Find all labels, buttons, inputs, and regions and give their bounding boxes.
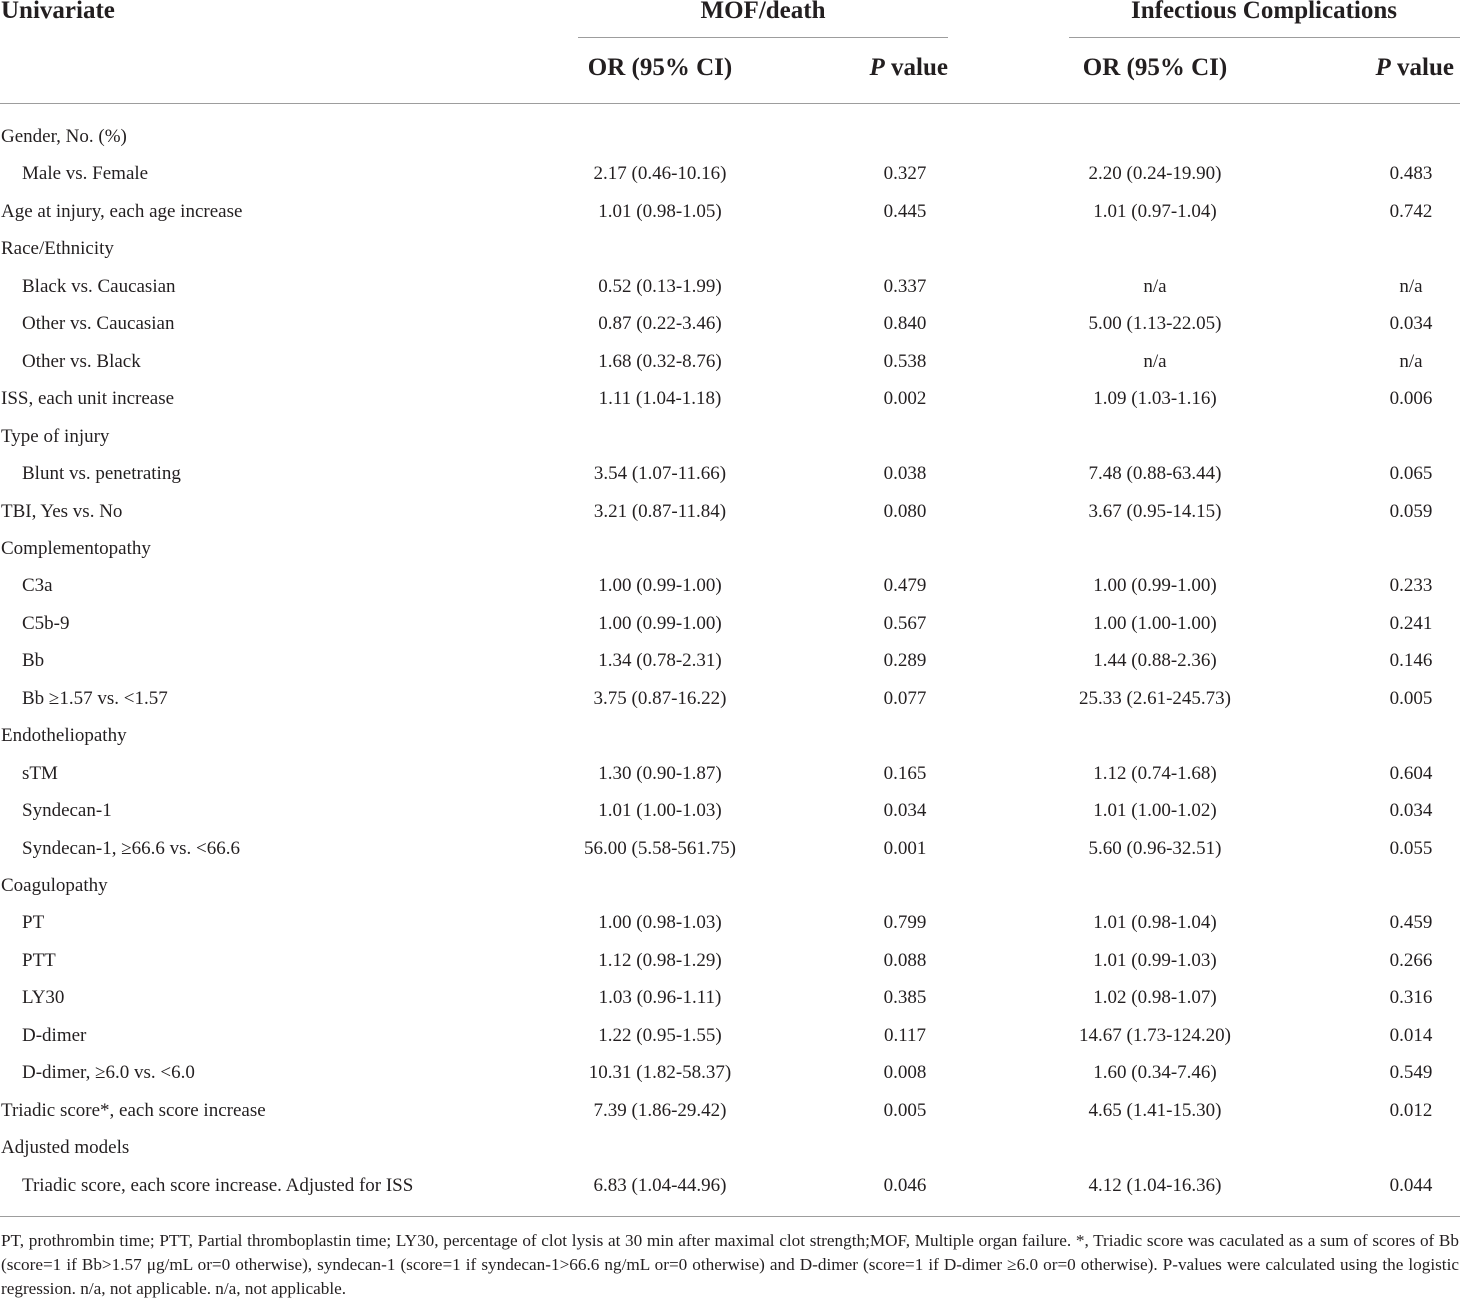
table-row (0, 605, 1460, 642)
infectious-complications-heading: Infectious Complications (1131, 0, 1397, 24)
mof-p-cell: 0.567 (883, 612, 927, 634)
table-row (0, 904, 1460, 941)
infectious-or-cell: 1.02 (0.98-1.07) (1093, 987, 1217, 1009)
row-label: Bb ≥1.57 vs. <1.57 (22, 687, 168, 709)
mof-or-cell: 6.83 (1.04-44.96) (593, 1174, 727, 1196)
mof-or-cell: 3.75 (0.87-16.22) (593, 687, 727, 709)
row-label: C3a (22, 575, 53, 597)
mof-or-cell: 56.00 (5.58-561.75) (584, 837, 736, 859)
table-row (0, 455, 1460, 492)
mof-p-cell: 0.117 (883, 1024, 927, 1046)
mof-or-cell: 1.11 (1.04-1.18) (598, 388, 722, 410)
infectious-p-cell: 0.233 (1389, 575, 1433, 597)
mof-p-cell: 0.005 (883, 1099, 927, 1121)
row-label: Black vs. Caucasian (22, 275, 176, 297)
row-label: Triadic score, each score increase. Adjusted for ISS (22, 1174, 414, 1196)
infectious-p-cell: 0.065 (1389, 463, 1433, 485)
table-row (0, 1054, 1460, 1091)
mof-or-heading: OR (95% CI) (587, 54, 733, 81)
table-footnote: PT, prothrombin time; PTT, Partial thromboplastin time; LY30, percentage of clot lysis at 30 min after maximal clot strength;MOF, Multiple organ failure. *, Triadic score was caculated as a sum of scores of Bb (score=1 if Bb>1.57 μg/mL or=0 otherwise), syndecan-1 (score=1 if syndecan-1>66.6 ng/mL or=0 otherwise) and D-dimer (score=1 if D-dimer ≥6.0 or=0 otherwise). P-values were calculated using the logistic regression. n/a, not applicable. n/a, not applicable. (1, 1231, 1459, 1298)
infectious-or-cell: 1.00 (0.99-1.00) (1093, 575, 1217, 597)
infectious-or-cell: 4.12 (1.04-16.36) (1088, 1174, 1222, 1196)
infectious-p-cell: 0.059 (1389, 500, 1433, 522)
infectious-or-cell: 1.01 (0.99-1.03) (1093, 949, 1217, 971)
row-label: Endotheliopathy (1, 725, 127, 747)
table-row (0, 1017, 1460, 1054)
mof-p-cell: 0.289 (883, 650, 927, 672)
mof-p-cell: 0.337 (883, 275, 927, 297)
infectious-or-cell: 25.33 (2.61-245.73) (1079, 687, 1231, 709)
table-row (0, 567, 1460, 604)
mof-p-cell: 0.538 (883, 350, 927, 372)
mof-or-cell: 1.01 (0.98-1.05) (598, 200, 722, 222)
table-row (0, 830, 1460, 867)
table-row (0, 380, 1460, 417)
infectious-or-cell: 5.60 (0.96-32.51) (1088, 837, 1222, 859)
infectious-p-cell: 0.034 (1389, 800, 1433, 822)
infectious-p-cell: 0.549 (1389, 1062, 1433, 1084)
mof-or-cell: 1.34 (0.78-2.31) (598, 650, 722, 672)
table-row (0, 867, 1460, 904)
infectious-or-cell: 1.01 (0.98-1.04) (1093, 912, 1217, 934)
table-row (0, 979, 1460, 1016)
row-label: Syndecan-1, ≥66.6 vs. <66.6 (22, 837, 240, 859)
mof-or-cell: 7.39 (1.86-29.42) (593, 1099, 727, 1121)
mof-or-cell: 1.03 (0.96-1.11) (598, 987, 722, 1009)
mof-p-cell: 0.077 (883, 687, 927, 709)
infectious-p-cell: 0.266 (1389, 949, 1433, 971)
row-label: Blunt vs. penetrating (22, 463, 181, 485)
infectious-or-cell: 2.20 (0.24-19.90) (1088, 163, 1222, 185)
mof-or-cell: 1.00 (0.99-1.00) (598, 612, 722, 634)
mof-p-cell: 0.088 (883, 949, 927, 971)
infectious-or-cell: 5.00 (1.13-22.05) (1088, 313, 1222, 335)
infectious-p-cell: n/a (1399, 275, 1423, 297)
row-label: Adjusted models (1, 1137, 130, 1159)
row-label: Other vs. Caucasian (22, 313, 175, 335)
infectious-or-cell: 1.12 (0.74-1.68) (1093, 762, 1217, 784)
mof-p-cell: 0.080 (883, 500, 927, 522)
table-row (0, 942, 1460, 979)
table-row (0, 755, 1460, 792)
mof-or-cell: 0.87 (0.22-3.46) (598, 313, 722, 335)
table-row (0, 1092, 1460, 1129)
table-row (0, 268, 1460, 305)
row-label: PTT (22, 949, 56, 971)
infectious-p-cell: n/a (1399, 350, 1423, 372)
infectious-or-cell: 1.09 (1.03-1.16) (1093, 388, 1217, 410)
row-label: D-dimer, ≥6.0 vs. <6.0 (22, 1062, 195, 1084)
mof-p-cell: 0.034 (883, 800, 927, 822)
infectious-or-cell: 1.01 (1.00-1.02) (1093, 800, 1217, 822)
infectious-p-cell: 0.044 (1389, 1174, 1433, 1196)
infectious-group-rule (1069, 37, 1460, 38)
mof-or-cell: 10.31 (1.82-58.37) (588, 1062, 732, 1084)
table-row (0, 1129, 1460, 1166)
row-label: Other vs. Black (22, 350, 141, 372)
table-row (0, 680, 1460, 717)
table-row (0, 717, 1460, 754)
table-row (0, 193, 1460, 230)
infectious-or-cell: n/a (1143, 275, 1167, 297)
infectious-p-cell: 0.014 (1389, 1024, 1433, 1046)
infectious-p-cell: 0.459 (1389, 912, 1433, 934)
mof-or-cell: 2.17 (0.46-10.16) (593, 163, 727, 185)
row-label: sTM (22, 762, 58, 784)
infectious-p-cell: 0.146 (1389, 650, 1433, 672)
mof-or-cell: 1.01 (1.00-1.03) (598, 800, 722, 822)
row-label: D-dimer (22, 1024, 87, 1046)
infectious-p-cell: 0.055 (1389, 837, 1433, 859)
mof-or-cell: 1.00 (0.98-1.03) (598, 912, 722, 934)
mof-or-cell: 1.12 (0.98-1.29) (598, 949, 722, 971)
infectious-or-cell: 1.00 (1.00-1.00) (1093, 612, 1217, 634)
table-row (0, 642, 1460, 679)
mof-p-cell: 0.046 (883, 1174, 927, 1196)
mof-or-cell: 3.54 (1.07-11.66) (593, 463, 727, 485)
header-bottom-rule (0, 103, 1460, 104)
mof-or-cell: 1.00 (0.99-1.00) (598, 575, 722, 597)
mof-p-cell: 0.799 (883, 912, 927, 934)
row-label: Complementopathy (1, 537, 151, 559)
row-label: Male vs. Female (22, 163, 149, 185)
table-row (0, 118, 1460, 155)
mof-p-cell: 0.385 (883, 987, 927, 1009)
row-label: Age at injury, each age increase (1, 200, 243, 222)
infectious-p-cell: 0.742 (1389, 200, 1433, 222)
infectious-p-cell: 0.012 (1389, 1099, 1433, 1121)
infectious-p-cell: 0.604 (1389, 762, 1433, 784)
table-row (0, 343, 1460, 380)
row-label: C5b-9 (22, 612, 70, 634)
infectious-or-cell: 1.01 (0.97-1.04) (1093, 200, 1217, 222)
table-row (0, 305, 1460, 342)
infectious-or-cell: 3.67 (0.95-14.15) (1088, 500, 1222, 522)
mof-p-cell: 0.008 (883, 1062, 927, 1084)
row-label: LY30 (22, 987, 65, 1009)
infectious-or-cell: 7.48 (0.88-63.44) (1088, 463, 1222, 485)
table-row (0, 493, 1460, 530)
row-label: Gender, No. (%) (1, 126, 127, 147)
mof-p-cell: 0.038 (883, 463, 927, 485)
mof-or-cell: 3.21 (0.87-11.84) (593, 500, 727, 522)
table-row (0, 418, 1460, 455)
mof-p-cell: 0.445 (883, 200, 927, 222)
row-label: Type of injury (1, 425, 110, 447)
infectious-p-cell: 0.006 (1389, 388, 1433, 410)
infectious-p-cell: 0.316 (1389, 987, 1433, 1009)
mof-or-cell: 1.68 (0.32-8.76) (598, 350, 722, 372)
infectious-or-cell: 4.65 (1.41-15.30) (1088, 1099, 1222, 1121)
row-label: ISS, each unit increase (1, 388, 175, 410)
infectious-p-value-heading: P value (1375, 54, 1454, 81)
infectious-p-cell: 0.483 (1389, 163, 1433, 185)
mof-death-heading: MOF/death (700, 0, 826, 24)
row-label: PT (22, 912, 45, 934)
infectious-p-cell: 0.005 (1389, 687, 1433, 709)
mof-p-cell: 0.001 (883, 837, 927, 859)
row-label: TBI, Yes vs. No (1, 500, 123, 522)
univariate-heading: Univariate (1, 0, 115, 24)
table-row (0, 530, 1460, 567)
row-label: Bb (22, 650, 45, 672)
mof-p-cell: 0.479 (883, 575, 927, 597)
infectious-or-cell: 1.60 (0.34-7.46) (1093, 1062, 1217, 1084)
row-label: Coagulopathy (1, 875, 108, 896)
table-row (0, 155, 1460, 192)
table-row (0, 1167, 1460, 1204)
row-label: Triadic score*, each score increase (1, 1099, 266, 1121)
table-row (0, 792, 1460, 829)
mof-or-cell: 0.52 (0.13-1.99) (598, 275, 722, 297)
mof-or-cell: 1.30 (0.90-1.87) (598, 762, 722, 784)
infectious-p-cell: 0.241 (1389, 612, 1433, 634)
mof-p-cell: 0.840 (883, 313, 927, 335)
infectious-or-cell: 14.67 (1.73-124.20) (1079, 1024, 1231, 1046)
mof-p-cell: 0.165 (883, 762, 927, 784)
table-row (0, 230, 1460, 267)
row-label: Race/Ethnicity (1, 238, 114, 260)
mof-p-cell: 0.327 (883, 163, 927, 185)
mof-p-cell: 0.002 (883, 388, 927, 410)
row-label: Syndecan-1 (22, 800, 112, 822)
table-bottom-rule (0, 1216, 1460, 1217)
mof-p-value-heading: P value (869, 54, 948, 81)
infectious-or-cell: n/a (1143, 350, 1167, 372)
infectious-or-cell: 1.44 (0.88-2.36) (1093, 650, 1217, 672)
infectious-p-cell: 0.034 (1389, 313, 1433, 335)
infectious-or-heading: OR (95% CI) (1082, 54, 1228, 81)
mof-group-rule (578, 37, 948, 38)
mof-or-cell: 1.22 (0.95-1.55) (598, 1024, 722, 1046)
